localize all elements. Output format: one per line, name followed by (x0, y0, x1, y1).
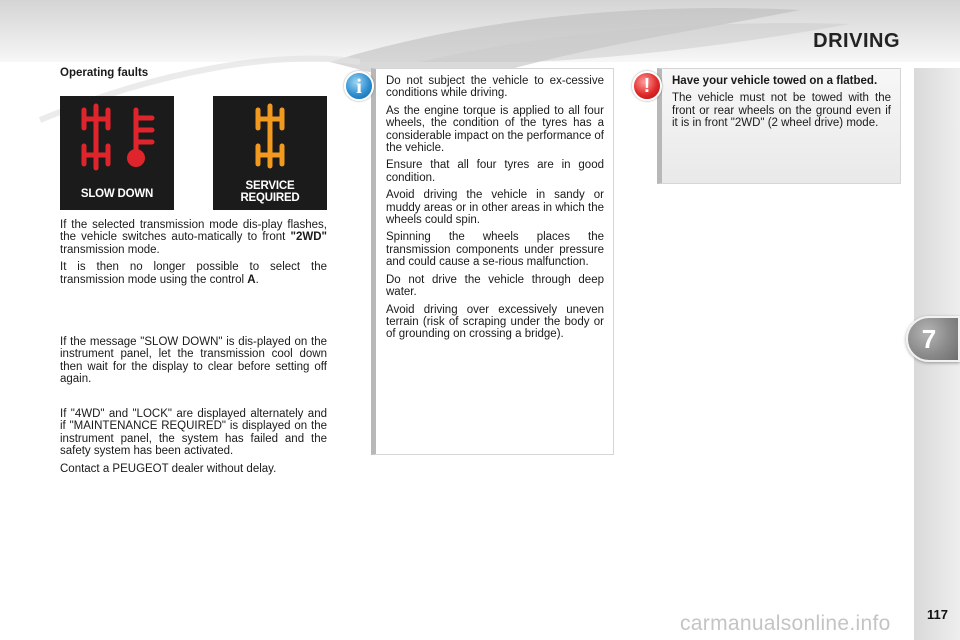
info-icon: i (344, 71, 374, 101)
slow-down-warning-image (60, 96, 174, 210)
p1-text-end: transmission mode. (60, 243, 160, 256)
info-paragraph: As the engine torque is applied to all four wheels, the condition of the tyres has a considerable impact on the performance of the vehicle. (386, 104, 604, 155)
service-label: SERVICE (245, 180, 295, 192)
chapter-title: DRIVING (813, 30, 900, 52)
info-paragraph: Do not subject the vehicle to ex-cessive conditions while driving. (386, 75, 604, 100)
operating-faults-text-top (60, 219, 327, 291)
chapter-number: 7 (921, 323, 937, 354)
slow-down-text (60, 336, 327, 391)
warning-icon: ! (632, 71, 662, 101)
maintenance-text (60, 408, 327, 480)
service-required-warning-image (213, 96, 327, 210)
info-paragraph: Do not drive the vehicle through deep water. (386, 273, 604, 299)
slow-down-paragraph: If the message "SLOW DOWN" is dis-played on the instrument panel, let the transmission cool down then wait for the display to clear before setting off again. (60, 336, 327, 386)
watermark: carmanualsonline.info (680, 612, 891, 635)
p2-text: It is then no longer possible to select the transmission mode using the control (60, 261, 327, 286)
info-paragraph: Spinning the wheels places the transmission components under pressure and could cause a se-rious malfunction. (386, 231, 604, 269)
p2-bold: A (247, 273, 256, 286)
info-paragraph: Avoid driving the vehicle in sandy or muddy areas or in other areas in which the wheels could spin. (386, 189, 604, 227)
auto-switch-paragraph (60, 219, 327, 256)
p1-bold: "2WD" (290, 231, 327, 244)
maintenance-paragraph: If "4WD" and "LOCK" are displayed alternately and if "MAINTENANCE REQUIRED" is displayed on the instrument panel, the system has failed and the safety system has been activated. (60, 408, 327, 458)
contact-dealer-paragraph: Contact a PEUGEOT dealer without delay. (60, 462, 277, 475)
info-paragraph: Ensure that all four tyres are in good condition. (386, 159, 604, 184)
required-label: REQUIRED (240, 192, 300, 204)
chapter-tab[interactable] (906, 316, 960, 362)
p2-text-end: . (255, 273, 259, 286)
slow-down-label: SLOW DOWN (80, 188, 154, 200)
warning-title: Have your vehicle towed on a flatbed. (672, 75, 878, 87)
warning-box (657, 68, 901, 184)
warning-body: The vehicle must not be towed with the front or rear wheels on the ground even if it is in front "2WD" (2 wheel drive) mode. (672, 92, 891, 130)
info-paragraph: Avoid driving over excessively uneven terrain (risk of scraping under the body or of grounding on crossing a bridge). (386, 303, 604, 341)
p1-text: If the selected transmission mode dis-play flashes, the vehicle switches auto-matically to front (60, 219, 327, 244)
info-box (371, 68, 614, 455)
page-number: 117 (927, 607, 948, 622)
no-select-paragraph (60, 261, 327, 286)
section-heading: Operating faults (60, 67, 149, 79)
